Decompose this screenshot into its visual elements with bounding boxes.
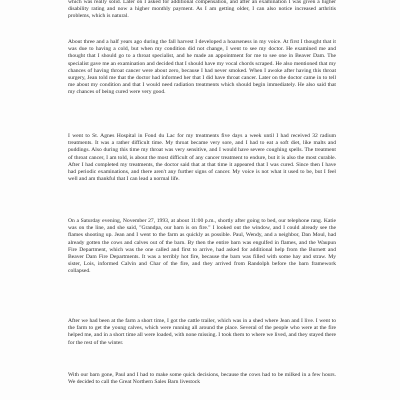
paragraph-compensation: which was really solid. Later on I asked for additional compensation, and after an examination I was given a higher disability rating and now a higher monthly payment. As I am getting older, I can also notice increased arthritis problems, which is natural.: [68, 0, 336, 20]
paragraph-milking: With our barn gone, Paul and I had to make some quick decisions, because the cows had to be milked in a few hours. We decided to call the Great Northern Sales Barn livestock: [68, 372, 336, 386]
paragraph-treatments: I went to St. Agnes Hospital in Fond du Lac for my treatments five days a week until I had received 32 radium treatments. It was a rather difficult time. My throat became very sore, and I had to eat a soft diet, like malts and puddings. Also during this time my throat was very sensitive, and I would have severe coughing spells. The treatment of throat cancer, I am told, is about the most difficult of any cancer treatment to endure, but it is also the most curable. After I had completed my treatments, the doctor said that at that time it appeared that I was cured. Since then I have had periodic examinations, and there aren't any further signs of cancer. My voice is not what it used to be, but I feel well and am thankful that I can lead a normal life.: [68, 133, 336, 183]
paragraph-calves: After we had been at the farm a short time, I got the cattle trailer, which was in a shed where Jean and I live. I went to the farm to get the young calves, which were running all around the place. Several of the people who were at the fire helped me, and in a short time all were loaded, with none missing. I took them to where we lived, and they stayed there for the rest of the winter.: [68, 318, 336, 346]
paragraph-barn-fire: On a Saturday evening, November 27, 1993, at about 11:00 p.m., shortly after going to bed, our telephone rang. Katie was on the line, and she said, "Grandpa, our barn is on fire." I looked out the window, and I could already see the flames shooting up. Jean and I went to the farm as quickly as possible. Paul, Wendy, and a neighbor, Dan Moul, had already gotten the cows and calves out of the barn. By then the entire barn was engulfed in flames, and the Waupun Fire Department, which was the one called and first to arrive, had asked for additional help from the Burnett and Beaver Dam Fire Departments. It was a terribly hot fire, because the barn was filled with some hay and straw. My sister, Lois, informed Calvin and Char of the fire, and they arrived from Randolph before the barn framework collapsed.: [68, 218, 336, 275]
paragraph-hoarseness: About three and a half years ago during the fall harvest I developed a hoarseness in my voice. At first I thought that it was due to having a cold, but when my condition did not change, I went to see my doctor. He examined me and thought that I should go to a throat specialist, and he made an appointment for me to see one in Beaver Dam. The specialist gave me an examination and decided that I should have my vocal chords scraped. He also mentioned that my chances of having throat cancer were about zero, because I had never smoked. When I awoke after having this throat surgery, Jean told me that the doctor had informed her that I did have throat cancer. Later on the doctor came in to tell me about my condition and that I would need radiation treatments which should begin immediately. He also said that my chances of being cured were very good.: [68, 39, 336, 96]
